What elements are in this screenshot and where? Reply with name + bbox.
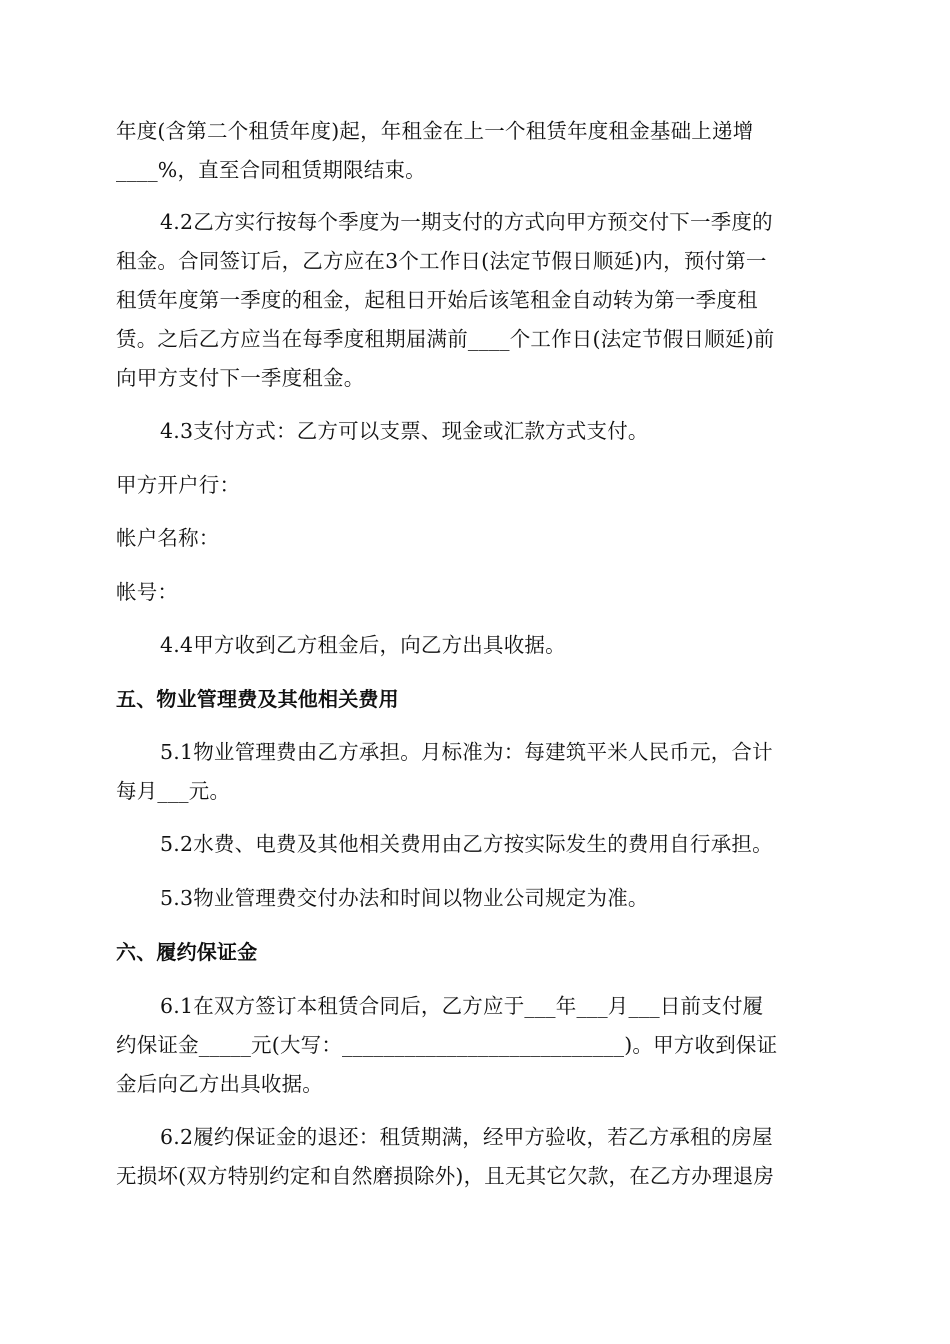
text-line: 5.2水费、电费及其他相关费用由乙方按实际发生的费用自行承担。 — [160, 832, 773, 856]
text-line: 6.2履约保证金的退还：租赁期满，经甲方验收，若乙方承租的房屋 — [160, 1125, 773, 1149]
text-line: 4.3支付方式：乙方可以支票、现金或汇款方式支付。 — [160, 419, 649, 443]
text-line: 赁。之后乙方应当在每季度租期届满前____个工作日(法定节假日顺延)前 — [116, 327, 775, 351]
text-line: 租金。合同签订后，乙方应在3个工作日(法定节假日顺延)内，预付第一 — [116, 249, 767, 273]
section-heading: 五、物业管理费及其他相关费用 — [116, 687, 399, 711]
section-heading: 六、履约保证金 — [116, 940, 258, 964]
text-line: 4.2乙方实行按每个季度为一期支付的方式向甲方预交付下一季度的 — [160, 210, 773, 234]
text-line: 租赁年度第一季度的租金，起租日开始后该笔租金自动转为第一季度租 — [116, 288, 758, 312]
text-line: 每月___元。 — [116, 779, 231, 803]
text-line: 无损坏(双方特别约定和自然磨损除外)，且无其它欠款，在乙方办理退房 — [116, 1164, 775, 1188]
text-line: 5.1物业管理费由乙方承担。月标准为：每建筑平米人民币元，合计 — [160, 740, 773, 764]
text-line: 约保证金_____元(大写：___________________________)。甲方收到保证 — [116, 1033, 778, 1057]
text-line: 6.1在双方签订本租赁合同后，乙方应于___年___月___日前支付履 — [160, 994, 764, 1018]
text-line: 年度(含第二个租赁年度)起，年租金在上一个租赁年度租金基础上递增 — [116, 119, 754, 143]
text-line: 帐号： — [116, 580, 179, 604]
text-line: 向甲方支付下一季度租金。 — [116, 366, 365, 390]
text-line: 金后向乙方出具收据。 — [116, 1072, 323, 1096]
text-line: 帐户名称： — [116, 526, 220, 550]
text-line: ____%，直至合同租赁期限结束。 — [116, 158, 426, 182]
text-line: 5.3物业管理费交付办法和时间以物业公司规定为准。 — [160, 886, 649, 910]
text-line: 4.4甲方收到乙方租金后，向乙方出具收据。 — [160, 633, 566, 657]
text-line: 甲方开户行： — [116, 473, 241, 497]
